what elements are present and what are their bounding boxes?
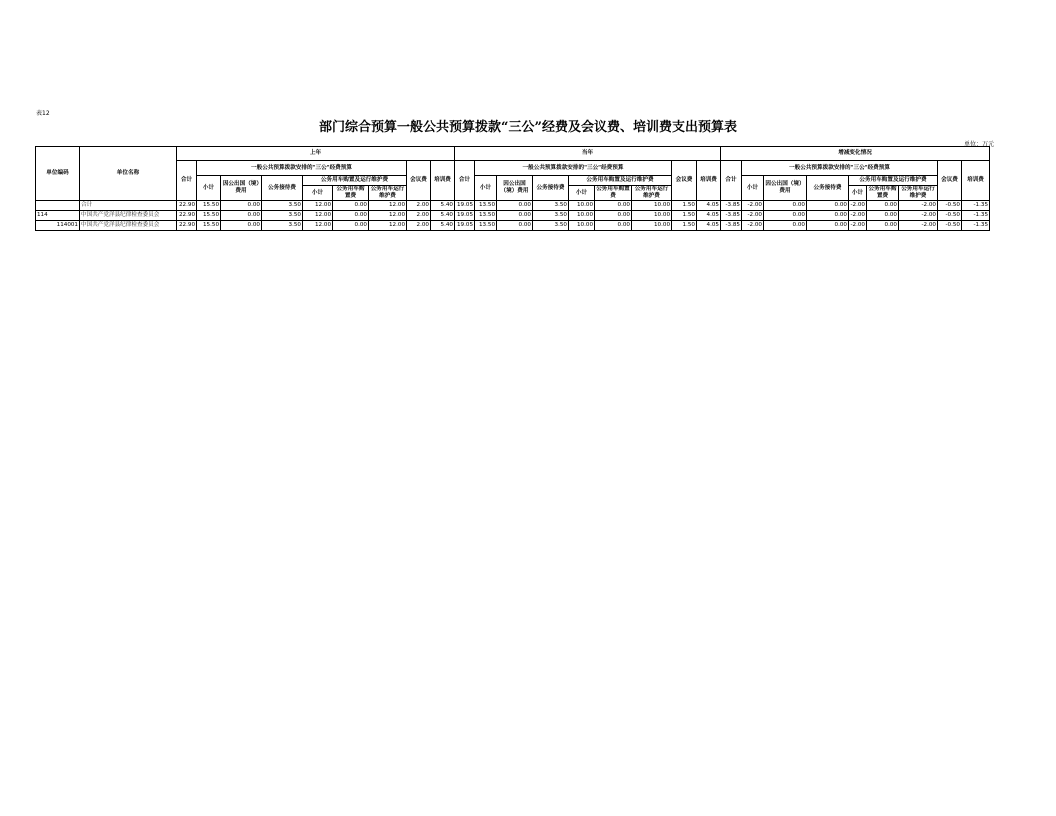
cell-value: 0.00 [807,221,849,231]
cell-value: 19.05 [455,221,475,231]
header-subtotal: 小计 [197,176,221,201]
cell-value: 0.00 [807,201,849,211]
cell-value: 0.00 [333,211,369,221]
cell-value: -0.50 [938,201,962,211]
cell-value: -0.50 [938,211,962,221]
header-vehicle-subtotal: 小计 [303,186,333,201]
header-vehicle: 公务用车购置及运行维护费 [303,176,407,186]
header-group-current-year: 当年 [455,147,721,161]
cell-unit-code: 114 [36,211,80,221]
header-group-prev-year: 上年 [177,147,455,161]
header-sangong-budget: 一般公共预算拨款安排的"三公"经费预算 [742,161,938,176]
page-title: 部门综合预算一般公共预算拨款“三公”经费及会议费、培训费支出预算表 [319,120,737,135]
cell-value: -2.00 [849,221,867,231]
header-meeting: 会议费 [407,161,431,201]
cell-value: 3.50 [533,221,569,231]
header-reception: 公务接待费 [262,176,303,201]
table-row [36,201,990,211]
cell-value: 0.00 [497,221,533,231]
cell-value: 4.05 [697,211,721,221]
cell-value: 5.40 [431,221,455,231]
header-sangong-budget: 一般公共预算拨款安排的"三公"经费预算 [475,161,672,176]
cell-value: 0.00 [497,211,533,221]
cell-value: -1.35 [962,201,990,211]
header-subtotal: 小计 [742,176,764,201]
header-total: 合计 [721,161,742,201]
cell-value: -2.00 [742,221,764,231]
header-total: 合计 [455,161,475,201]
cell-value: 10.00 [632,211,672,221]
cell-value: 19.05 [455,201,475,211]
header-reception: 公务接待费 [533,176,569,201]
header-sangong-budget: 一般公共预算拨款安排的"三公"经费预算 [197,161,407,176]
cell-unit-code [36,201,80,211]
cell-value: 0.00 [221,201,262,211]
cell-value: -2.00 [899,201,938,211]
header-abroad: 因公出国（境）费用 [497,176,533,201]
header-total: 合计 [177,161,197,201]
cell-value: 15.50 [197,201,221,211]
header-vehicle-subtotal: 小计 [849,186,867,201]
cell-value: 3.50 [262,201,303,211]
header-group-change: 增减变化情况 [721,147,990,161]
cell-value: 3.50 [262,211,303,221]
cell-value: 13.50 [475,221,497,231]
cell-value: 0.00 [867,211,899,221]
cell-value: 22.90 [177,201,197,211]
table-header [36,147,990,201]
cell-value: 2.00 [407,221,431,231]
cell-value: -1.35 [962,221,990,231]
cell-value: -2.00 [849,201,867,211]
cell-value: 22.90 [177,221,197,231]
cell-value: 10.00 [569,211,595,221]
cell-value: 15.50 [197,221,221,231]
cell-value: 3.50 [533,201,569,211]
table-row [36,211,990,221]
cell-value: 12.00 [303,201,333,211]
cell-value: 0.00 [497,201,533,211]
cell-value: 1.50 [672,221,697,231]
cell-value: 1.50 [672,211,697,221]
cell-value: 15.50 [197,211,221,221]
cell-value: 19.05 [455,211,475,221]
cell-value: 2.00 [407,211,431,221]
header-abroad: 因公出国（境）费用 [764,176,807,201]
header-training: 培训费 [962,161,990,201]
header-vehicle-purchase: 公务用车购置费 [867,186,899,201]
cell-value: -2.00 [899,221,938,231]
budget-table [35,146,990,231]
cell-value: -2.00 [742,201,764,211]
cell-value: 3.50 [262,221,303,231]
table-number: 表12 [36,110,50,117]
header-unit-name: 单位名称 [80,147,177,201]
cell-value: 12.00 [303,221,333,231]
cell-value: 10.00 [569,201,595,211]
header-abroad: 因公出国（境）费用 [221,176,262,201]
cell-value: 12.00 [303,211,333,221]
cell-value: 0.00 [764,221,807,231]
cell-value: -3.85 [721,201,742,211]
cell-value: 12.00 [369,221,407,231]
cell-value: 13.50 [475,201,497,211]
cell-value: 0.00 [595,211,632,221]
cell-value: -2.00 [899,211,938,221]
header-vehicle: 公务用车购置及运行维护费 [849,176,938,186]
cell-value: 0.00 [867,201,899,211]
cell-value: 2.00 [407,201,431,211]
cell-value: -3.85 [721,211,742,221]
cell-value: 22.90 [177,211,197,221]
header-vehicle-operation: 公务用车运行维护费 [369,186,407,201]
cell-value: 0.00 [333,221,369,231]
header-reception: 公务接待费 [807,176,849,201]
header-training: 培训费 [431,161,455,201]
header-vehicle-purchase: 公务用车购置费 [596,186,630,199]
cell-value: 0.00 [595,221,632,231]
header-vehicle: 公务用车购置及运行维护费 [569,176,672,186]
cell-value: -3.85 [721,221,742,231]
cell-value: 1.50 [672,201,697,211]
cell-value: 0.00 [595,201,632,211]
cell-value: -0.50 [938,221,962,231]
header-meeting: 会议费 [672,161,697,201]
cell-value: 5.40 [431,201,455,211]
cell-value: -2.00 [849,211,867,221]
cell-value: 0.00 [764,211,807,221]
cell-value: -2.00 [742,211,764,221]
cell-value: 10.00 [632,201,672,211]
unit-label: 单位：万元 [963,141,994,148]
cell-unit-name: 中国共产党洋县纪律检查委员会 [80,211,177,221]
cell-unit-code: 114001 [36,221,80,231]
cell-value: 0.00 [807,211,849,221]
header-vehicle-operation: 公务用车运行维护费 [899,186,938,201]
cell-value: 12.00 [369,211,407,221]
cell-value: 10.00 [632,221,672,231]
cell-value: 0.00 [867,221,899,231]
cell-value: 4.05 [697,201,721,211]
header-vehicle-operation: 公务用车运行维护费 [632,186,672,201]
cell-value: 5.40 [431,211,455,221]
header-subtotal: 小计 [475,176,497,201]
cell-unit-name: 合计 [80,201,177,211]
cell-value: 4.05 [697,221,721,231]
cell-value: -1.35 [962,211,990,221]
cell-value: 0.00 [221,211,262,221]
table-row [36,221,990,231]
cell-value: 0.00 [221,221,262,231]
header-meeting: 会议费 [938,161,962,201]
cell-value: 0.00 [764,201,807,211]
cell-value: 12.00 [369,201,407,211]
header-unit-code: 单位编码 [36,147,80,201]
header-vehicle-purchase: 公务用车购置费 [333,186,369,201]
header-vehicle-subtotal: 小计 [569,186,595,201]
cell-value: 3.50 [533,211,569,221]
cell-unit-name: 中国共产党洋县纪律检查委员会 [80,221,177,231]
header-training: 培训费 [697,161,721,201]
cell-value: 13.50 [475,211,497,221]
cell-value: 10.00 [569,221,595,231]
cell-value: 0.00 [333,201,369,211]
table-body [36,201,990,231]
